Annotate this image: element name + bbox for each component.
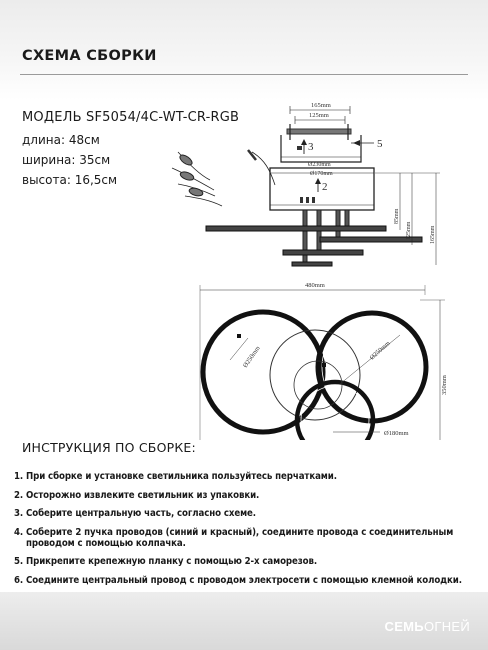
step-3-marker: 3 — [308, 141, 314, 153]
list-item — [14, 508, 482, 519]
dim-85-label: 85mm — [394, 208, 400, 224]
top-height-label: 350mm — [441, 375, 448, 395]
list-item — [14, 471, 482, 482]
step-number: 2. — [14, 489, 24, 501]
step-text: При сборке и установке светильника пользуйтесь перчатками. — [26, 471, 337, 482]
brand-logo — [385, 619, 471, 634]
spec-width: ширина: 35см — [22, 153, 111, 167]
dim-125-label: 125mm — [406, 221, 412, 240]
list-item — [14, 556, 482, 567]
ring-right-label: Ø250mm — [368, 339, 392, 362]
dim-165-label: 165mm — [430, 225, 436, 244]
brand-light: ОГНЕЙ — [423, 619, 470, 634]
top-width-label: 480mm — [305, 282, 325, 289]
ring-left-label: Ø250mm — [241, 345, 262, 370]
step-text: Осторожно извлеките светильник из упаковки. — [26, 489, 260, 501]
side-view-drawing — [172, 106, 440, 266]
brand-bold: СЕМЬ — [384, 619, 424, 634]
footer-band — [0, 592, 488, 650]
top-view-drawing — [200, 285, 445, 440]
dim-top-label: 165mm — [311, 102, 331, 109]
step-number: 5. — [14, 556, 24, 567]
step-text: Прикрепите крепежную планку с помощью 2-х саморезов. — [26, 556, 318, 567]
dim-second-label: 125mm — [309, 112, 329, 119]
step-text: Соедините центральный провод с проводом электросети с помощью клемной колодки. — [26, 574, 462, 586]
list-item — [14, 490, 482, 501]
step-number: 1. — [14, 471, 24, 482]
step-text: Соберите 2 пучка проводов (синий и красный), соедините провода с соединительным проводом с помощью колпачка. — [26, 526, 454, 549]
step-number: 4. — [14, 526, 24, 538]
list-item — [14, 575, 482, 586]
step-5-marker: 5 — [377, 138, 383, 150]
instructions-title: ИНСТРУКЦИЯ ПО СБОРКЕ: — [22, 440, 196, 455]
step-number: 3. — [14, 508, 24, 519]
step-2-marker: 2 — [322, 181, 328, 193]
step-text: Соберите центральную часть, согласно схеме. — [26, 508, 256, 519]
ring-small-label: Ø180mm — [384, 430, 409, 437]
step-number: 6. — [14, 574, 24, 586]
dim-base-label: Ø170mm — [310, 171, 333, 177]
model-label: МОДЕЛЬ SF5054/4C-WT-CR-RGB — [22, 110, 240, 125]
instructions-list — [14, 471, 482, 593]
spec-length: длина: 48см — [22, 133, 100, 147]
list-item — [14, 527, 482, 549]
dim-circle-label: Ø230mm — [308, 162, 331, 168]
spec-height: высота: 16,5см — [22, 173, 118, 187]
page-title: СХЕМА СБОРКИ — [22, 48, 157, 64]
